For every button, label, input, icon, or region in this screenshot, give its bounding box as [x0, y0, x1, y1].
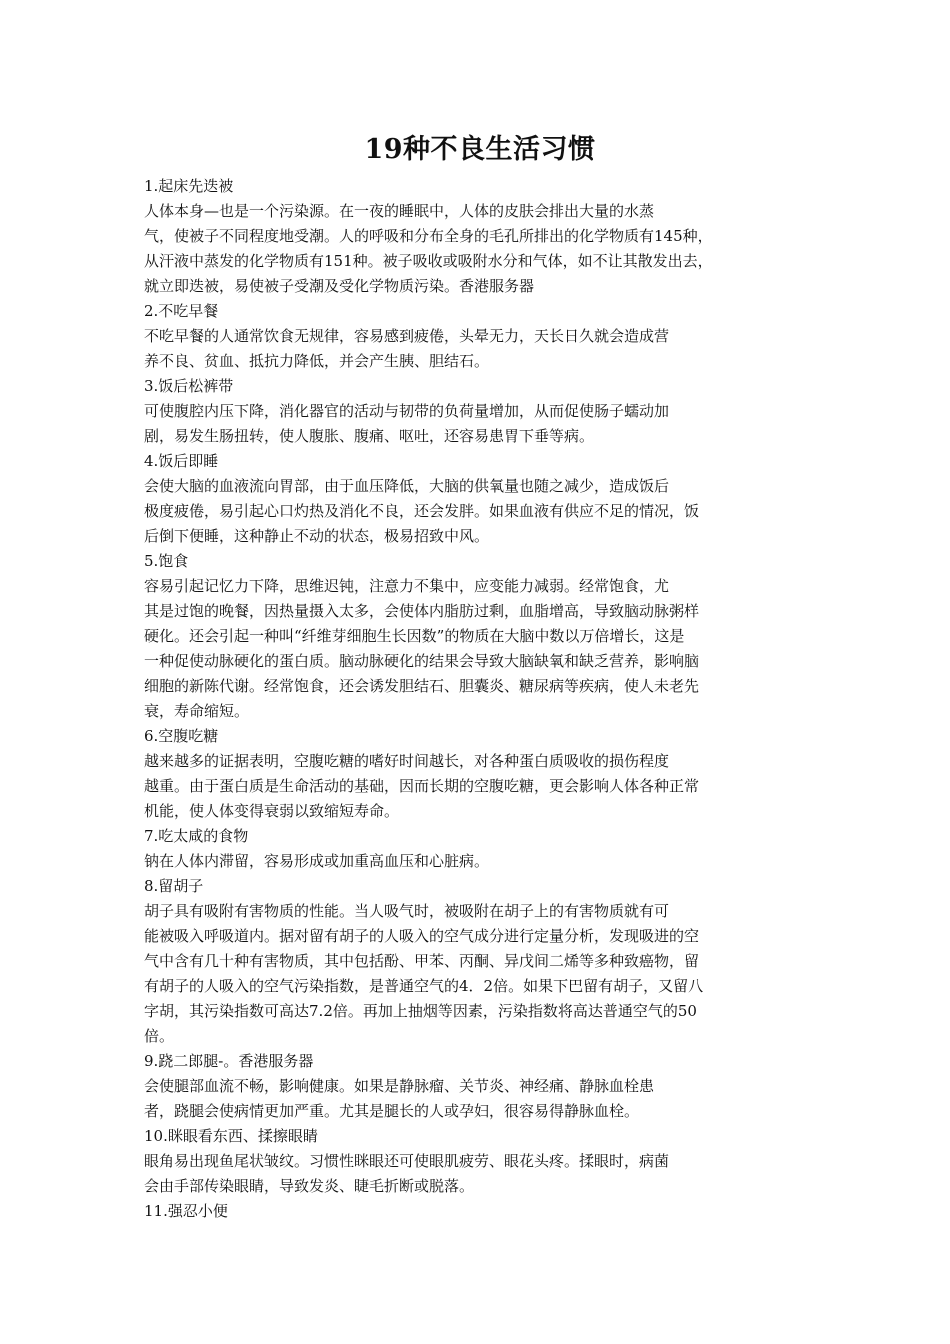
- body-line: 越重。由于蛋白质是生命活动的基础，因而长期的空腹吃糖，更会影响人体各种正常: [144, 777, 700, 795]
- body-line: 钠在人体内滞留，容易形成或加重高血压和心脏病。: [144, 852, 490, 870]
- section-body: [144, 1074, 776, 1124]
- section-body: [144, 324, 776, 374]
- body-line: 一种促使动脉硬化的蛋白质。脑动脉硬化的结果会导致大脑缺氧和缺乏营养，影响脑: [144, 652, 700, 670]
- section-list: [144, 174, 776, 1224]
- section-heading: 9.跷二郎腿-。香港服务器: [144, 1052, 314, 1070]
- body-line: 从汗液中蒸发的化学物质有151种。被子吸收或吸附水分和气体，如不让其散发出去，: [144, 252, 713, 270]
- body-line: 后倒下便睡，这种静止不动的状态，极易招致中风。: [144, 527, 490, 545]
- section-heading: 6.空腹吃糖: [144, 727, 219, 745]
- section-body: [144, 399, 776, 449]
- body-line: 气中含有几十种有害物质，其中包括酚、甲苯、丙酮、异戊间二烯等多种致癌物，留: [144, 952, 700, 970]
- body-line: 其是过饱的晚餐，因热量摄入太多，会使体内脂肪过剩，血脂增高，导致脑动脉粥样: [144, 602, 700, 620]
- body-line: 养不良、贫血、抵抗力降低，并会产生胰、胆结石。: [144, 352, 490, 370]
- document-page: [144, 128, 776, 1224]
- body-line: 能被吸入呼吸道内。据对留有胡子的人吸入的空气成分进行定量分析，发现吸进的空: [144, 927, 700, 945]
- body-line: 机能，使人体变得衰弱以致缩短寿命。: [144, 802, 400, 820]
- section: [144, 1124, 776, 1199]
- section: [144, 449, 776, 549]
- body-line: 硬化。还会引起一种叫“纤维芽细胞生长因数”的物质在大脑中数以万倍增长，这是: [144, 627, 685, 645]
- section: [144, 374, 776, 449]
- body-line: 字胡，其污染指数可高达7.2倍。再加上抽烟等因素，污染指数将高达普通空气的50: [144, 1002, 697, 1020]
- body-line: 剧，易发生肠扭转，使人腹胀、腹痛、呕吐，还容易患胃下垂等病。: [144, 427, 595, 445]
- body-line: 可使腹腔内压下降，消化器官的活动与韧带的负荷量增加，从而促使肠子蠕动加: [144, 402, 670, 420]
- section-heading: 11.强忍小便: [144, 1202, 228, 1220]
- body-line: 者，跷腿会使病情更加严重。尤其是腿长的人或孕妇，很容易得静脉血栓。: [144, 1102, 640, 1120]
- section-heading: 8.留胡子: [144, 877, 204, 895]
- body-line: 会使大脑的血液流向胃部，由于血压降低，大脑的供氧量也随之减少，造成饭后: [144, 477, 670, 495]
- body-line: 衰，寿命缩短。: [144, 702, 250, 720]
- body-line: 细胞的新陈代谢。经常饱食，还会诱发胆结石、胆囊炎、糖尿病等疾病，使人未老先: [144, 677, 700, 695]
- body-line: 眼角易出现鱼尾状皱纹。习惯性眯眼还可使眼肌疲劳、眼花头疼。揉眼时，病菌: [144, 1152, 670, 1170]
- section-heading: 2.不吃早餐: [144, 302, 219, 320]
- section-body: [144, 849, 776, 874]
- body-line: 胡子具有吸附有害物质的性能。当人吸气时，被吸附在胡子上的有害物质就有可: [144, 902, 670, 920]
- section-heading: 4.饭后即睡: [144, 452, 219, 470]
- body-line: 会使腿部血流不畅，影响健康。如果是静脉瘤、关节炎、神经痛、静脉血栓患: [144, 1077, 655, 1095]
- section: [144, 1049, 776, 1124]
- section-heading: 10.眯眼看东西、揉擦眼睛: [144, 1127, 318, 1145]
- section-body: [144, 899, 776, 1049]
- body-line: 会由手部传染眼睛，导致发炎、睫毛折断或脱落。: [144, 1177, 475, 1195]
- section-body: [144, 199, 776, 299]
- section-body: [144, 474, 776, 549]
- body-line: 极度疲倦，易引起心口灼热及消化不良，还会发胖。如果血液有供应不足的情况，饭: [144, 502, 700, 520]
- section-heading: 7.吃太咸的食物: [144, 827, 249, 845]
- body-line: 倍。: [144, 1027, 175, 1045]
- section-body: [144, 1149, 776, 1199]
- body-line: 人体本身—也是一个污染源。在一夜的睡眠中，人体的皮肤会排出大量的水蒸: [144, 202, 655, 220]
- body-line: 就立即迭被，易使被子受潮及受化学物质污染。香港服务器: [144, 277, 535, 295]
- body-line: 越来越多的证据表明，空腹吃糖的嗜好时间越长，对各种蛋白质吸收的损伤程度: [144, 752, 670, 770]
- section-heading: 1.起床先迭被: [144, 177, 234, 195]
- section: [144, 299, 776, 374]
- section: [144, 549, 776, 724]
- section: [144, 824, 776, 874]
- section-heading: 5.饱食: [144, 552, 189, 570]
- body-line: 容易引起记忆力下降，思维迟钝，注意力不集中，应变能力减弱。经常饱食，尤: [144, 577, 670, 595]
- section: [144, 874, 776, 1049]
- body-line: 有胡子的人吸入的空气污染指数，是普通空气的4．2倍。如果下巴留有胡子，又留八: [144, 977, 704, 995]
- section-heading: 3.饭后松裤带: [144, 377, 234, 395]
- body-line: 不吃早餐的人通常饮食无规律，容易感到疲倦，头晕无力，天长日久就会造成营: [144, 327, 670, 345]
- section-body: [144, 574, 776, 724]
- section: [144, 174, 776, 299]
- document-title: 19种不良生活习惯: [364, 134, 596, 165]
- body-line: 气，使被子不同程度地受潮。人的呼吸和分布全身的毛孔所排出的化学物质有145种，: [144, 227, 713, 245]
- section-body: [144, 749, 776, 824]
- section: [144, 724, 776, 824]
- section: [144, 1199, 776, 1224]
